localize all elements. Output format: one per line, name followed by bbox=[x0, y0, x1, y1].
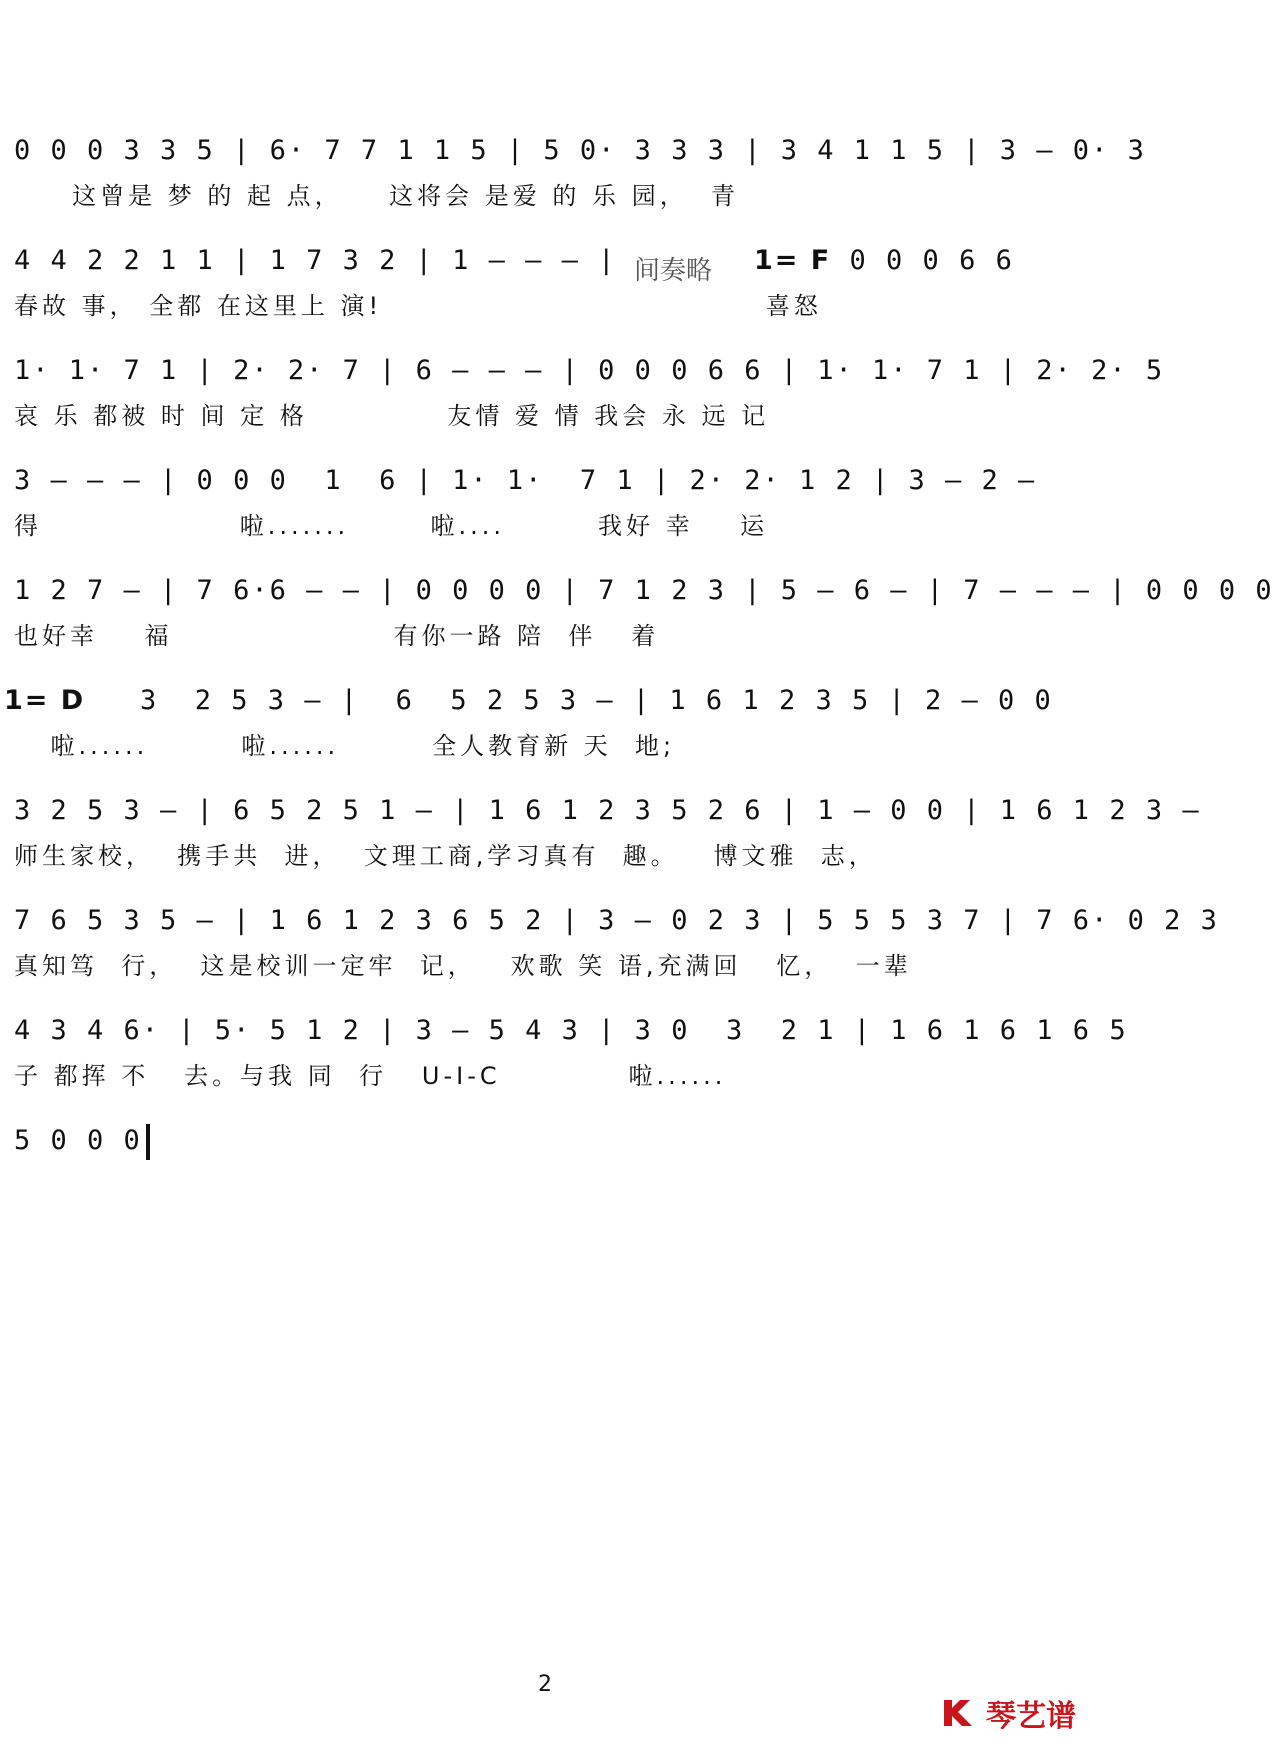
score-line-3 bbox=[14, 324, 1165, 434]
notes-segment: 3 2 5 3 – | 6 5 2 5 3 – | 1 6 1 2 3 5 | 2 – 0 0 bbox=[85, 685, 1053, 716]
notes-row: 1 2 7 – | 7 6·6 – – | 0 0 0 0 | 7 1 2 3 | 5 – 6 – | 7 – – – | 0 0 0 0 bbox=[14, 575, 1274, 606]
notes-row bbox=[14, 1114, 1082, 1168]
lyrics-row: 啦...... 啦...... 全人教育新 天 地; bbox=[4, 732, 676, 760]
site-logo bbox=[940, 1691, 1076, 1735]
score-line-2 bbox=[14, 214, 1082, 324]
logo-text: 琴艺谱 bbox=[986, 1699, 1076, 1734]
score-line-7 bbox=[14, 764, 1201, 874]
notes-row: 3 – – – | 0 0 0 1 6 | 1· 1· 7 1 | 2· 2· 1 2 | 3 – 2 – bbox=[14, 465, 1037, 496]
lyrics-row: 这曾是 梦 的 起 点， 这将会 是爱 的 乐 园， 青 bbox=[14, 182, 739, 210]
page-number: 2 bbox=[538, 1672, 552, 1697]
notes-row-tail bbox=[754, 234, 1082, 288]
lyrics-row: 子 都挥 不 去。与我 同 行 U-I-C 啦...... bbox=[14, 1062, 727, 1090]
score-line-10 bbox=[14, 1094, 1082, 1204]
logo-mark-icon bbox=[940, 1696, 980, 1730]
lyrics-row: 真知笃 行， 这是校训一定牢 记， 欢歌 笑 语,充满回 忆， 一辈 bbox=[14, 952, 912, 980]
final-barline bbox=[146, 1124, 150, 1160]
score-line-6 bbox=[4, 654, 1072, 764]
score-line-4 bbox=[14, 434, 1082, 544]
key-signature: 1= D bbox=[4, 685, 86, 716]
lyrics-row: 哀 乐 都被 时 间 定 格 友情 爱 情 我会 永 远 记 bbox=[14, 402, 770, 430]
score-line-8 bbox=[14, 874, 1219, 984]
notes-row: 7 6 5 3 5 – | 1 6 1 2 3 6 5 2 | 3 – 0 2 3 | 5 5 5 3 7 | 7 6· 0 2 3 bbox=[14, 905, 1219, 936]
lyrics-row: 也好幸 福 有你一路 陪 伴 着 bbox=[14, 622, 660, 650]
notes-row: 4 3 4 6· | 5· 5 1 2 | 3 – 5 4 3 | 3 0 3 2 1 | 1 6 1 6 1 6 5 bbox=[14, 1015, 1128, 1046]
notes-segment: 4 4 2 2 1 1 | 1 7 3 2 | 1 – – – | bbox=[14, 245, 617, 276]
score-line-9 bbox=[14, 984, 1128, 1094]
interlude-note: 间奏略 bbox=[634, 256, 713, 286]
key-signature: 1= F bbox=[754, 245, 832, 276]
score-line-5 bbox=[14, 544, 1274, 654]
score-line-1 bbox=[14, 104, 1146, 214]
notes-row: 0 0 0 3 3 5 | 6· 7 7 1 1 5 | 5 0· 3 3 3 | 3 4 1 1 5 | 3 – 0· 3 bbox=[14, 135, 1146, 166]
notes-segment: 5 0 0 0 bbox=[14, 1125, 142, 1156]
notes-segment: 0 0 0 6 6 bbox=[849, 245, 1014, 276]
notes-row: 1· 1· 7 1 | 2· 2· 7 | 6 – – – | 0 0 0 6 6 | 1· 1· 7 1 | 2· 2· 5 bbox=[14, 355, 1165, 386]
lyrics-row: 春故 事， 全都 在这里上 演! 喜怒 bbox=[14, 292, 822, 320]
lyrics-row: 得 啦....... 啦.... 我好 幸 运 bbox=[14, 512, 769, 540]
notes-row bbox=[4, 674, 1072, 728]
lyrics-row: 师生家校， 携手共 进， 文理工商,学习真有 趣。 博文雅 志， bbox=[14, 842, 877, 870]
notes-row: 3 2 5 3 – | 6 5 2 5 1 – | 1 6 1 2 3 5 2 6 | 1 – 0 0 | 1 6 1 2 3 – bbox=[14, 795, 1201, 826]
